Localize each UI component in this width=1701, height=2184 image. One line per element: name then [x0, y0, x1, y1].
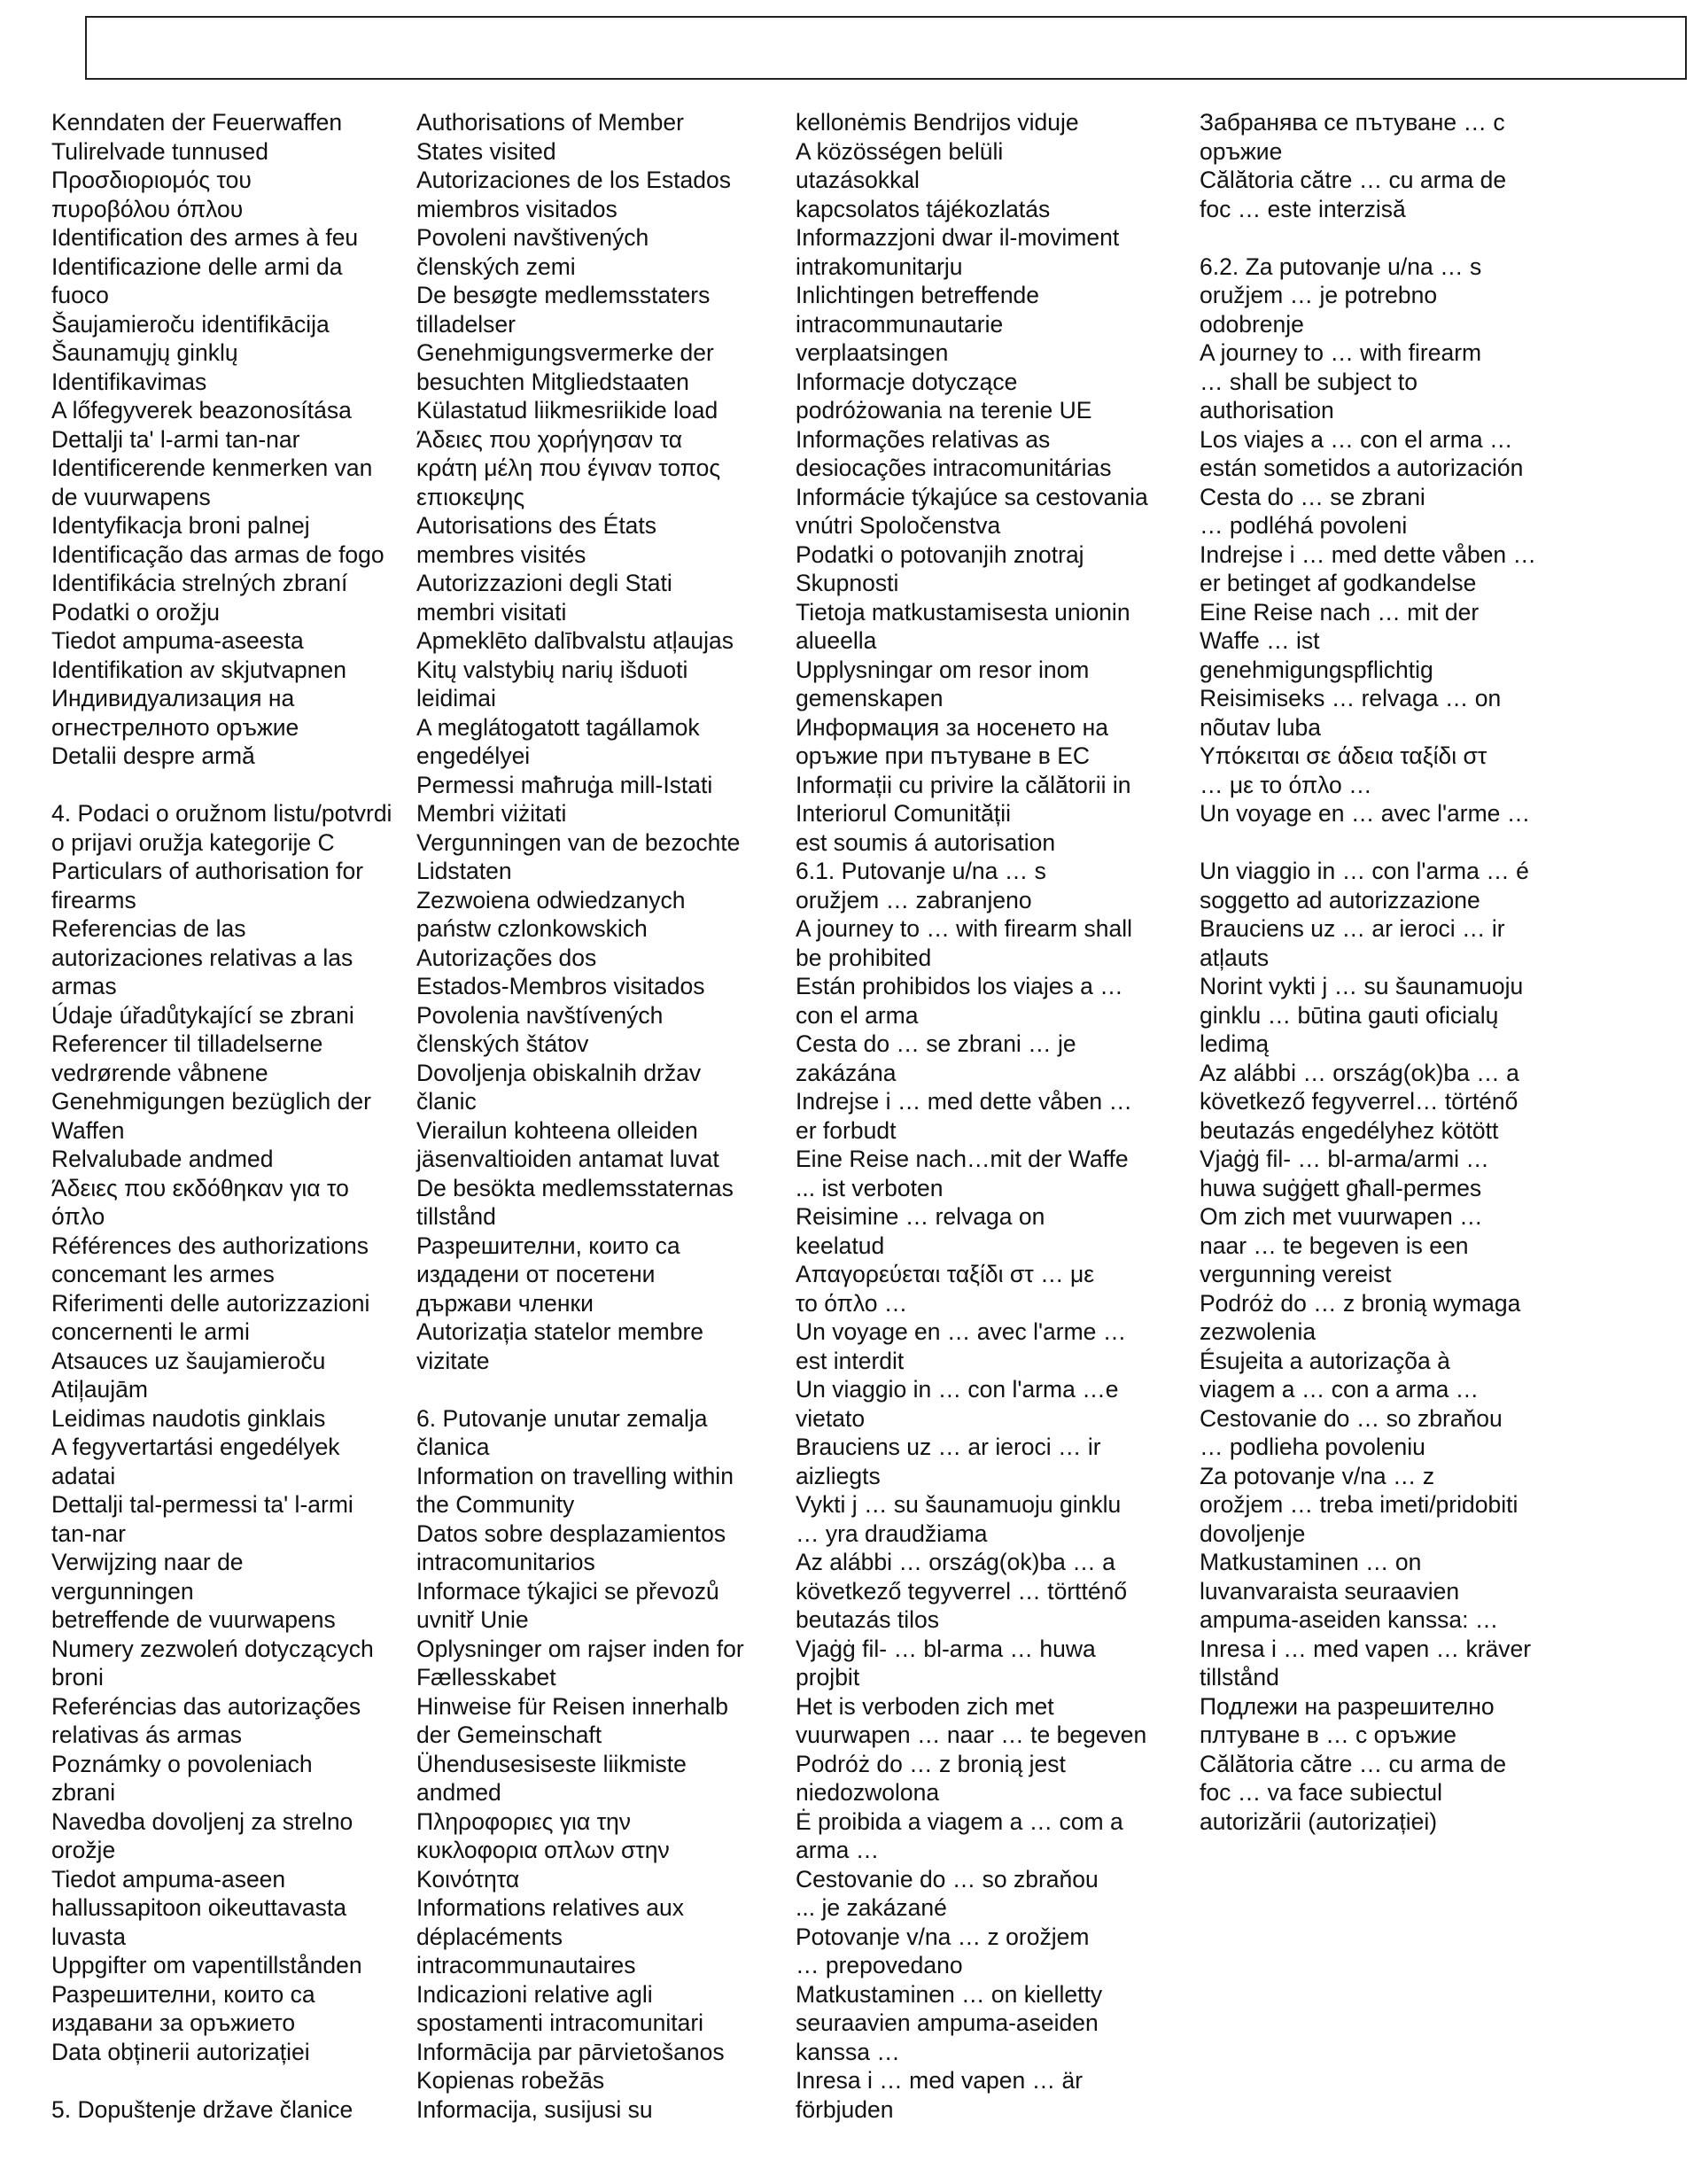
- text-line: Autorizația statelor membre: [416, 1318, 704, 1345]
- text-line: Apmeklēto dalībvalstu atļaujas: [416, 627, 734, 654]
- text-line: Kitų valstybių narių išduoti: [416, 656, 688, 683]
- text-line: Identifikácia strelných zbraní: [51, 570, 348, 596]
- text-line: Dettalji tal-permessi ta' l-armi: [51, 1491, 353, 1518]
- text-line: broni: [51, 1664, 104, 1690]
- text-line: tillstånd: [1200, 1664, 1279, 1690]
- text-line: Информация за носенето на: [796, 713, 1109, 741]
- text-line: intracommunautarie: [796, 310, 1004, 338]
- text-line: odobrenje: [1200, 310, 1304, 338]
- text-line: spostamenti intracomunitari: [416, 2009, 704, 2036]
- text-line: aizliegts: [796, 1462, 881, 1489]
- text-line: επιοκεψης: [416, 483, 525, 510]
- text-line: Identificerende kenmerken van: [51, 455, 373, 481]
- text-line: intrakomunitarju: [796, 253, 963, 280]
- text-line: engedélyei: [416, 742, 531, 769]
- text-line: Προσδιοριομός του: [51, 167, 252, 193]
- text-line: Забранява се пътуване … с: [1200, 109, 1505, 136]
- text-line: Cesta do … se zbrani: [1200, 483, 1425, 510]
- text-column-4: [1200, 108, 1598, 1836]
- text-line: Interiorul Comunității: [796, 800, 1012, 827]
- text-line: Informations relatives aux: [416, 1894, 684, 1921]
- text-line: Az alábbi … ország(ok)ba … a: [1200, 1059, 1519, 1086]
- text-line: Povolenia navštívených: [416, 1001, 664, 1029]
- text-line: Κοινότητα: [416, 1865, 520, 1893]
- text-line: Informacija, susijusi su: [416, 2095, 653, 2123]
- text-line: A közösségen belüli: [796, 137, 1004, 165]
- text-line: genehmigungspflichtig: [1200, 656, 1433, 683]
- text-line: Information on travelling within: [416, 1462, 734, 1489]
- text-line: fuoco: [51, 282, 109, 308]
- text-line: beutazás tilos: [796, 1606, 940, 1633]
- header-box: [85, 16, 1687, 80]
- text-line: tan-nar: [51, 1519, 126, 1547]
- text-line: utazásokkal: [796, 167, 920, 193]
- text-line: huwa suġġett għall-permes: [1200, 1174, 1482, 1201]
- text-line: uvnitř Unie: [416, 1606, 529, 1633]
- text-line: authorisation: [1200, 397, 1334, 424]
- text-line: Om zich met vuurwapen …: [1200, 1203, 1483, 1230]
- text-line: intracommunautaires: [416, 1952, 636, 1978]
- text-line: A journey to … with firearm shall: [796, 915, 1132, 942]
- text-line: Indrejse i … med dette våben …: [796, 1088, 1133, 1115]
- text-line: de vuurwapens: [51, 483, 211, 510]
- text-line: państw czlonkowskich: [416, 915, 648, 942]
- text-line: ginklu … būtina gauti oficialų: [1200, 1001, 1499, 1029]
- text-line: Datos sobre desplazamientos: [416, 1519, 726, 1547]
- text-line: Estados-Membros visitados: [416, 973, 705, 999]
- text-line: Waffe … ist: [1200, 627, 1320, 654]
- text-line: Brauciens uz … ar ieroci … ir: [1200, 915, 1505, 942]
- text-line: Informácie týkajúce sa cestovania: [796, 483, 1148, 510]
- text-line: издавани за оръжието: [51, 2009, 296, 2036]
- text-line: Verwijzing naar de: [51, 1549, 244, 1575]
- text-line: oružjem … je potrebno: [1200, 282, 1438, 308]
- text-line: Vjaġġ fil- … bl-arma … huwa: [796, 1635, 1096, 1662]
- text-line: förbjuden: [796, 2095, 894, 2123]
- text-line: плтуване в … с оръжие: [1200, 1722, 1456, 1748]
- text-line: o prijavi oružja kategorije C: [51, 828, 335, 856]
- text-line: luvasta: [51, 1923, 126, 1950]
- text-line: Dettalji ta' l-armi tan-nar: [51, 425, 300, 453]
- text-line: adatai: [51, 1462, 116, 1489]
- text-line: оръжие: [1200, 137, 1283, 165]
- text-line: Eine Reise nach…mit der Waffe: [796, 1146, 1129, 1172]
- text-line: membri visitati: [416, 598, 567, 626]
- text-line: κυκλοφορια οπλων στην: [416, 1837, 670, 1863]
- text-line: firearms: [51, 886, 136, 913]
- text-line: Tiedot ampuma-aseen: [51, 1865, 286, 1893]
- text-line: andmed: [416, 1779, 501, 1806]
- text-line: Tietoja matkustamisesta unionin: [796, 598, 1130, 626]
- text-line: Cesta do … se zbrani … je: [796, 1030, 1076, 1057]
- text-line: Ésujeita a autorizaçõa à: [1200, 1347, 1450, 1374]
- text-line: Referéncias das autorizações: [51, 1692, 361, 1720]
- text-line: vergunningen: [51, 1577, 194, 1605]
- text-line: kellonėmis Bendrijos viduje: [796, 109, 1079, 136]
- text-line: Referencias de las: [51, 915, 246, 942]
- text-line: autorizării (autorizației): [1200, 1807, 1438, 1835]
- text-column-1: [51, 108, 450, 2124]
- text-line: tillstånd: [416, 1203, 496, 1230]
- text-line: Άδειες που χορήγησαν τα: [416, 425, 683, 453]
- text-line: oružjem … zabranjeno: [796, 886, 1032, 913]
- text-line: Navedba dovoljenj za strelno: [51, 1807, 353, 1835]
- text-line: zakázána: [796, 1059, 897, 1086]
- text-line: kanssa …: [796, 2038, 900, 2065]
- text-line: vietato: [796, 1404, 866, 1432]
- text-line: relativas ás armas: [51, 1722, 243, 1748]
- text-line: Waffen: [51, 1116, 125, 1144]
- text-line: Inlichtingen betreffende: [796, 282, 1040, 308]
- text-line: következő tegyverrel … törtténő: [796, 1577, 1128, 1605]
- text-line: Šaunamųjų ginklų: [51, 339, 238, 366]
- text-line: [1200, 828, 1598, 858]
- text-line: Un voyage en … avec l'arme …: [796, 1318, 1127, 1345]
- text-line: niedozwolona: [796, 1779, 940, 1806]
- text-line: Inresa i … med vapen … är: [796, 2067, 1084, 2094]
- text-line: Autorizaciones de los Estados: [416, 167, 732, 193]
- text-line: 6. Putovanje unutar zemalja: [416, 1404, 708, 1432]
- text-line: vergunning vereist: [1200, 1261, 1392, 1287]
- text-line: verplaatsingen: [796, 339, 949, 366]
- text-line: Informācija par pārvietošanos: [416, 2038, 725, 2065]
- text-line: Lidstaten: [416, 858, 512, 884]
- text-line: tilladelser: [416, 310, 516, 338]
- text-line: Vergunningen van de bezochte: [416, 828, 741, 856]
- text-line: [416, 1375, 815, 1404]
- text-line: Poznámky o povoleniach: [51, 1750, 313, 1777]
- text-line: ... je zakázané: [796, 1894, 947, 1921]
- text-column-2: [416, 108, 815, 2124]
- text-line: Identyfikacja broni palnej: [51, 512, 310, 539]
- text-line: … prepovedano: [796, 1952, 963, 1978]
- text-line: zbrani: [51, 1779, 116, 1806]
- text-line: autorizaciones relativas a las: [51, 944, 353, 971]
- text-line: Un viaggio in … con l'arma … é: [1200, 858, 1529, 884]
- text-line: държави членки: [416, 1289, 594, 1317]
- text-line: Leidimas naudotis ginklais: [51, 1404, 326, 1432]
- text-line: Za potovanje v/na … z: [1200, 1462, 1435, 1489]
- text-line: Tulirelvade tunnused: [51, 137, 269, 165]
- text-line: Indrejse i … med dette våben …: [1200, 540, 1537, 568]
- text-line: desiocações intracomunitárias: [796, 455, 1112, 481]
- text-line: Kenndaten der Feuerwaffen: [51, 109, 343, 136]
- text-line: Cestovanie do … so zbraňou: [796, 1865, 1099, 1893]
- text-line: Kopienas robežās: [416, 2067, 605, 2094]
- text-line: Απαγορεύεται ταξίδι στ … με: [796, 1261, 1095, 1287]
- text-line: Potovanje v/na … z orožjem: [796, 1923, 1090, 1950]
- text-line: Skupnosti: [796, 570, 899, 596]
- text-line: Norint vykti j … su šaunamuoju: [1200, 973, 1524, 999]
- text-line: Разрешителни, които са: [51, 1980, 315, 2008]
- text-line: Matkustaminen … on: [1200, 1549, 1422, 1575]
- text-line: est interdit: [796, 1347, 905, 1374]
- text-line: luvanvaraista seuraavien: [1200, 1577, 1460, 1605]
- text-line: déplacéments: [416, 1923, 563, 1950]
- text-line: Références des authorizations: [51, 1232, 369, 1259]
- text-line: gemenskapen: [796, 685, 944, 711]
- text-line: огнестрелното оръжие: [51, 713, 299, 741]
- text-line: Hinweise für Reisen innerhalb: [416, 1692, 729, 1720]
- text-line: podróżowania na terenie UE: [796, 397, 1092, 424]
- text-line: membres visités: [416, 540, 586, 568]
- text-line: vuurwapen … naar … te begeven: [796, 1722, 1147, 1748]
- text-line: Riferimenti delle autorizzazioni: [51, 1289, 370, 1317]
- text-line: Numery zezwoleń dotyczących: [51, 1635, 374, 1662]
- text-line: Tiedot ampuma-aseesta: [51, 627, 304, 654]
- text-line: Informace týkajici se převozů: [416, 1577, 719, 1605]
- text-line: leidimai: [416, 685, 496, 711]
- text-line: besuchten Mitgliedstaaten: [416, 368, 689, 395]
- text-line: zezwolenia: [1200, 1318, 1317, 1345]
- text-line: Călătoria către … cu arma de: [1200, 1750, 1507, 1777]
- text-line: Authorisations of Member: [416, 109, 684, 136]
- text-line: όπλο: [51, 1203, 105, 1230]
- text-line: alueella: [796, 627, 877, 654]
- text-line: Brauciens uz … ar ieroci … ir: [796, 1434, 1101, 1460]
- text-line: Membri viżitati: [416, 800, 567, 827]
- text-line: orožjem … treba imeti/pridobiti: [1200, 1491, 1518, 1518]
- text-line: Πληροφοριες για την: [416, 1807, 632, 1835]
- text-line: vedrørende våbnene: [51, 1059, 268, 1086]
- text-line: Fællesskabet: [416, 1664, 556, 1690]
- text-line: Vierailun kohteena olleiden: [416, 1116, 698, 1144]
- text-line: 6.1. Putovanje u/na … s: [796, 858, 1046, 884]
- text-line: A meglátogatott tagállamok: [416, 713, 700, 741]
- text-line: … με το όπλο …: [1200, 771, 1372, 798]
- text-line: Υπόκειται σε άδεια ταξίδι στ: [1200, 742, 1487, 769]
- text-line: be prohibited: [796, 944, 932, 971]
- text-line: Identifikavimas: [51, 368, 207, 395]
- text-line: der Gemeinschaft: [416, 1722, 602, 1748]
- text-line: Uppgifter om vapentillstånden: [51, 1952, 362, 1978]
- text-line: Údaje úřadůtykající se zbrani: [51, 1001, 354, 1029]
- text-line: Podatki o potovanjih znotraj: [796, 540, 1084, 568]
- text-line: naar … te begeven is een: [1200, 1232, 1469, 1259]
- text-line: Indicazioni relative agli: [416, 1980, 653, 2008]
- text-line: Atsauces uz šaujamieroču: [51, 1347, 326, 1374]
- text-line: orožje: [51, 1837, 116, 1863]
- text-line: betreffende de vuurwapens: [51, 1606, 336, 1633]
- text-line: concemant les armes: [51, 1261, 275, 1287]
- text-line: Un viaggio in … con l'arma …e: [796, 1376, 1119, 1403]
- text-line: ... ist verboten: [796, 1174, 944, 1201]
- text-line: Atiļaujām: [51, 1376, 148, 1403]
- text-line: Matkustaminen … on kielletty: [796, 1980, 1103, 2008]
- text-line: Identificação das armas de fogo: [51, 540, 384, 568]
- text-line: … podlieha povoleniu: [1200, 1434, 1425, 1460]
- text-line: atļauts: [1200, 944, 1270, 971]
- text-line: miembros visitados: [416, 195, 617, 222]
- text-line: Informazzjoni dwar il-moviment: [796, 224, 1120, 251]
- text-line: Relvalubade andmed: [51, 1146, 274, 1172]
- text-line: következő fegyverrel… történő: [1200, 1088, 1518, 1115]
- text-line: Ė proibida a viagem a … com a: [796, 1807, 1123, 1835]
- text-line: viagem a … con a arma …: [1200, 1376, 1480, 1403]
- text-line: Reisimiseks … relvaga … on: [1200, 685, 1502, 711]
- text-line: A journey to … with firearm: [1200, 339, 1482, 366]
- text-line: beutazás engedélyhez kötött: [1200, 1116, 1499, 1144]
- text-line: Los viajes a … con el arma …: [1200, 425, 1513, 453]
- text-line: Разрешителни, които са: [416, 1232, 680, 1259]
- text-column-3: [796, 108, 1194, 2124]
- text-line: Informații cu privire la călătorii in: [796, 771, 1131, 798]
- text-line: States visited: [416, 137, 556, 165]
- text-line: Άδειες που εκδόθηκαν για το: [51, 1174, 349, 1201]
- text-line: vizitate: [416, 1347, 490, 1374]
- text-line: Informações relativas as: [796, 425, 1051, 453]
- text-line: členských zemi: [416, 253, 576, 280]
- text-line: Referencer til tilladelserne: [51, 1030, 323, 1057]
- text-line: Podróż do … z bronią wymaga: [1200, 1289, 1521, 1317]
- text-line: jäsenvaltioiden antamat luvat: [416, 1146, 719, 1172]
- text-line: est soumis á autorisation: [796, 828, 1056, 856]
- text-line: De besökta medlemsstaternas: [416, 1174, 734, 1201]
- text-line: … shall be subject to: [1200, 368, 1418, 395]
- text-line: foc … este interzisă: [1200, 195, 1406, 222]
- text-line: hallussapitoon oikeuttavasta: [51, 1894, 346, 1921]
- text-line: Reisimine … relvaga on: [796, 1203, 1045, 1230]
- text-line: Están prohibidos los viajes a …: [796, 973, 1123, 999]
- text-line: Dovoljenja obiskalnih držav: [416, 1059, 702, 1086]
- text-line: Podróż do … z bronią jest: [796, 1750, 1066, 1777]
- text-line: keelatud: [796, 1232, 885, 1259]
- text-line: A lőfegyverek beazonosítása: [51, 397, 352, 424]
- text-line: Oplysninger om rajser inden for: [416, 1635, 744, 1662]
- text-line: Šaujamieroču identifikācija: [51, 310, 330, 338]
- text-line: Zezwoiena odwiedzanych: [416, 886, 686, 913]
- text-line: concernenti le armi: [51, 1318, 250, 1345]
- text-line: κράτη μέλη που έγιναν τοπος: [416, 455, 721, 481]
- text-line: Het is verboden zich met: [796, 1692, 1054, 1720]
- text-line: članica: [416, 1434, 490, 1460]
- text-line: intracomunitarios: [416, 1549, 595, 1575]
- text-line: 4. Podaci o oružnom listu/potvrdi: [51, 800, 392, 827]
- text-line: Identification des armes à feu: [51, 224, 359, 251]
- text-line: Autorizações dos: [416, 944, 597, 971]
- text-line: están sometidos a autorización: [1200, 455, 1524, 481]
- text-line: Eine Reise nach … mit der: [1200, 598, 1480, 626]
- text-line: Detalii despre armă: [51, 742, 255, 769]
- text-line: Genehmigungen bezüglich der: [51, 1088, 371, 1115]
- text-line: Cestovanie do … so zbraňou: [1200, 1404, 1503, 1432]
- text-line: Identifikation av skjutvapnen: [51, 656, 346, 683]
- text-line: dovoljenje: [1200, 1519, 1306, 1547]
- text-line: Un voyage en … avec l'arme …: [1200, 800, 1531, 827]
- text-line: nõutav luba: [1200, 713, 1322, 741]
- text-line: foc … va face subiectul: [1200, 1779, 1442, 1806]
- text-line: Genehmigungsvermerke der: [416, 339, 714, 366]
- text-line: er betinget af godkandelse: [1200, 570, 1477, 596]
- text-line: Identificazione delle armi da: [51, 253, 343, 280]
- text-line: πυροβόλου όπλου: [51, 195, 244, 222]
- text-line: [1200, 223, 1598, 253]
- text-line: soggetto ad autorizzazione: [1200, 886, 1480, 913]
- text-line: armas: [51, 973, 117, 999]
- text-line: Autorizzazioni degli Stati: [416, 570, 672, 596]
- text-line: A fegyvertartási engedélyek: [51, 1434, 340, 1460]
- text-line: Подлежи на разрешително: [1200, 1692, 1495, 1720]
- text-line: the Community: [416, 1491, 575, 1518]
- text-line: članic: [416, 1088, 477, 1115]
- text-line: Inresa i … med vapen … kräver: [1200, 1635, 1532, 1662]
- text-line: Permessi maħruġa mill-Istati: [416, 771, 713, 798]
- text-line: Informacje dotyczące: [796, 368, 1018, 395]
- text-line: το όπλο …: [796, 1289, 908, 1317]
- text-line: оръжие при пътуване в ЕС: [796, 742, 1091, 769]
- text-line: ampuma-aseiden kanssa: …: [1200, 1606, 1499, 1633]
- text-line: kapcsolatos tájékozlatás: [796, 195, 1051, 222]
- text-line: Индивидуализация на: [51, 685, 295, 711]
- text-line: Vjaġġ fil- … bl-arma/armi …: [1200, 1146, 1489, 1172]
- text-line: er forbudt: [796, 1116, 897, 1144]
- text-line: [51, 2066, 450, 2095]
- text-line: Podatki o orožju: [51, 598, 221, 626]
- text-line: Ühendusesiseste liikmiste: [416, 1750, 687, 1777]
- text-line: Autorisations des États: [416, 512, 657, 539]
- text-line: Călătoria către … cu arma de: [1200, 167, 1507, 193]
- text-line: [51, 771, 450, 800]
- text-line: projbit: [796, 1664, 860, 1690]
- text-line: … yra draudžiama: [796, 1519, 988, 1547]
- text-line: Povoleni navštivených: [416, 224, 649, 251]
- text-line: arma …: [796, 1837, 880, 1863]
- text-line: издадени от посетени: [416, 1261, 656, 1287]
- text-line: … podléhá povoleni: [1200, 512, 1408, 539]
- text-line: 5. Dopuštenje države članice: [51, 2095, 353, 2123]
- text-line: ledimą: [1200, 1030, 1270, 1057]
- text-line: Külastatud liikmesriikide load: [416, 397, 718, 424]
- text-line: Particulars of authorisation for: [51, 858, 364, 884]
- text-line: Data obținerii autorizației: [51, 2038, 310, 2065]
- text-line: členských štátov: [416, 1030, 589, 1057]
- text-line: Vykti j … su šaunamuoju ginklu: [796, 1491, 1122, 1518]
- text-line: Az alábbi … ország(ok)ba … a: [796, 1549, 1115, 1575]
- text-line: con el arma: [796, 1001, 919, 1029]
- text-line: vnútri Spoločenstva: [796, 512, 1001, 539]
- text-line: seuraavien ampuma-aseiden: [796, 2009, 1099, 2036]
- text-line: Upplysningar om resor inom: [796, 656, 1090, 683]
- text-line: De besøgte medlemsstaters: [416, 282, 711, 308]
- text-line: 6.2. Za putovanje u/na … s: [1200, 253, 1482, 280]
